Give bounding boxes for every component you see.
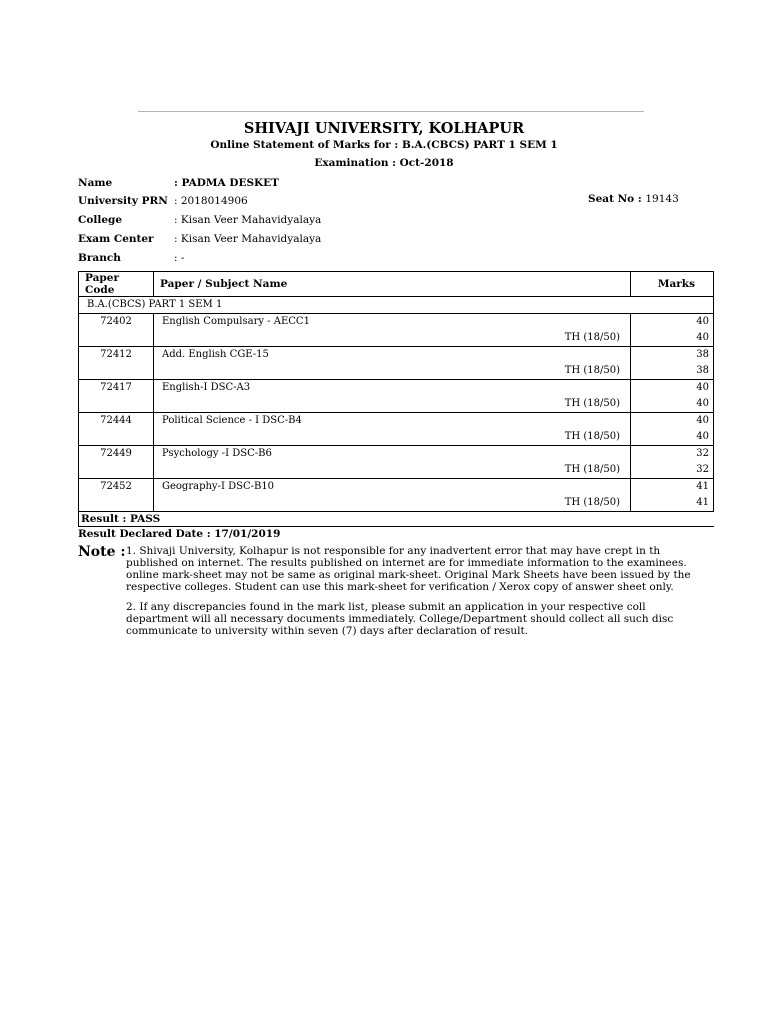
th-mark: 41 — [631, 495, 714, 512]
table-row-th — [79, 495, 714, 512]
th-label: TH (18/50) — [154, 462, 631, 479]
note-label: Note : — [78, 544, 126, 560]
table-row — [79, 479, 714, 496]
th-label: TH (18/50) — [154, 429, 631, 446]
info-value: : Kisan Veer Mahavidyalaya — [174, 233, 322, 245]
header-subject-name: Paper / Subject Name — [154, 272, 631, 297]
paper-code: 72452 — [79, 479, 154, 496]
header-marks: Marks — [631, 272, 714, 297]
table-row — [79, 314, 714, 331]
table-row — [79, 446, 714, 463]
th-label: TH (18/50) — [154, 495, 631, 512]
note-2 — [126, 601, 716, 637]
info-value: : - — [174, 252, 185, 264]
th-label: TH (18/50) — [154, 396, 631, 413]
table-row-th — [79, 330, 714, 347]
table-row-th — [79, 429, 714, 446]
paper-code: 72444 — [79, 413, 154, 430]
table-row-th — [79, 462, 714, 479]
seat-value: 19143 — [645, 193, 679, 205]
semester-row — [79, 297, 714, 314]
subject-name: English-I DSC-A3 — [154, 380, 631, 397]
info-label: Branch — [78, 252, 121, 264]
subject-mark: 40 — [631, 314, 714, 331]
table-row — [79, 347, 714, 364]
note-line: department will all necessary documents immediately. College/Department should collect all such disc — [126, 613, 674, 625]
header-paper-code: Paper Code — [79, 272, 154, 297]
th-label: TH (18/50) — [154, 330, 631, 347]
table-row — [79, 380, 714, 397]
semester-label: B.A.(CBCS) PART 1 SEM 1 — [79, 297, 714, 314]
paper-code: 72449 — [79, 446, 154, 463]
university-title: SHIVAJI UNIVERSITY, KOLHAPUR — [243, 120, 525, 137]
th-mark: 32 — [631, 462, 714, 479]
subject-name: Add. English CGE-15 — [154, 347, 631, 364]
table-row — [79, 413, 714, 430]
info-label: University PRN — [78, 195, 168, 207]
info-label: Exam Center — [78, 233, 154, 245]
note-line: communicate to university within seven (7) days after declaration of result. — [126, 625, 529, 637]
note-line: 2. If any discrepancies found in the mark list, please submit an application in your respective coll — [126, 601, 646, 613]
subject-mark: 40 — [631, 380, 714, 397]
result-declared-date: Result Declared Date : 17/01/2019 — [78, 528, 281, 540]
table-header-row — [79, 272, 714, 297]
note-line: 1. Shivaji University, Kolhapur is not responsible for any inadvertent error that may have crept in th — [126, 545, 661, 557]
th-mark: 40 — [631, 330, 714, 347]
info-value: : 2018014906 — [174, 195, 248, 207]
subject-mark: 41 — [631, 479, 714, 496]
note-line: published on internet. The results published on internet are for immediate information to the examinees. — [126, 557, 687, 569]
info-value: : Kisan Veer Mahavidyalaya — [174, 214, 322, 226]
subject-name: Geography-I DSC-B10 — [154, 479, 631, 496]
subject-name: English Compulsary - AECC1 — [154, 314, 631, 331]
paper-code: 72402 — [79, 314, 154, 331]
note-line: respective colleges. Student can use this mark-sheet for verification / Xerox copy of answer sheet only. — [126, 581, 674, 593]
subject-mark: 40 — [631, 413, 714, 430]
top-divider — [138, 111, 644, 112]
seat-label: Seat No : — [588, 193, 642, 205]
table-row-th — [79, 396, 714, 413]
marks-table — [78, 271, 714, 512]
info-value: : PADMA DESKET — [174, 177, 279, 189]
subject-mark: 38 — [631, 347, 714, 364]
th-mark: 40 — [631, 396, 714, 413]
note-1 — [126, 545, 716, 593]
subject-name: Psychology -I DSC-B6 — [154, 446, 631, 463]
table-row-th — [79, 363, 714, 380]
result-status: Result : PASS — [78, 512, 714, 527]
th-label: TH (18/50) — [154, 363, 631, 380]
th-mark: 38 — [631, 363, 714, 380]
examination-title: Examination : Oct-2018 — [314, 157, 454, 169]
seat-number — [588, 193, 679, 205]
subject-mark: 32 — [631, 446, 714, 463]
subject-name: Political Science - I DSC-B4 — [154, 413, 631, 430]
paper-code: 72412 — [79, 347, 154, 364]
note-line: online mark-sheet may not be same as original mark-sheet. Original Mark Sheets have been issued by the — [126, 569, 691, 581]
statement-title: Online Statement of Marks for : B.A.(CBCS) PART 1 SEM 1 — [210, 139, 558, 151]
th-mark: 40 — [631, 429, 714, 446]
paper-code: 72417 — [79, 380, 154, 397]
info-label: Name — [78, 177, 113, 189]
info-label: College — [78, 214, 123, 226]
